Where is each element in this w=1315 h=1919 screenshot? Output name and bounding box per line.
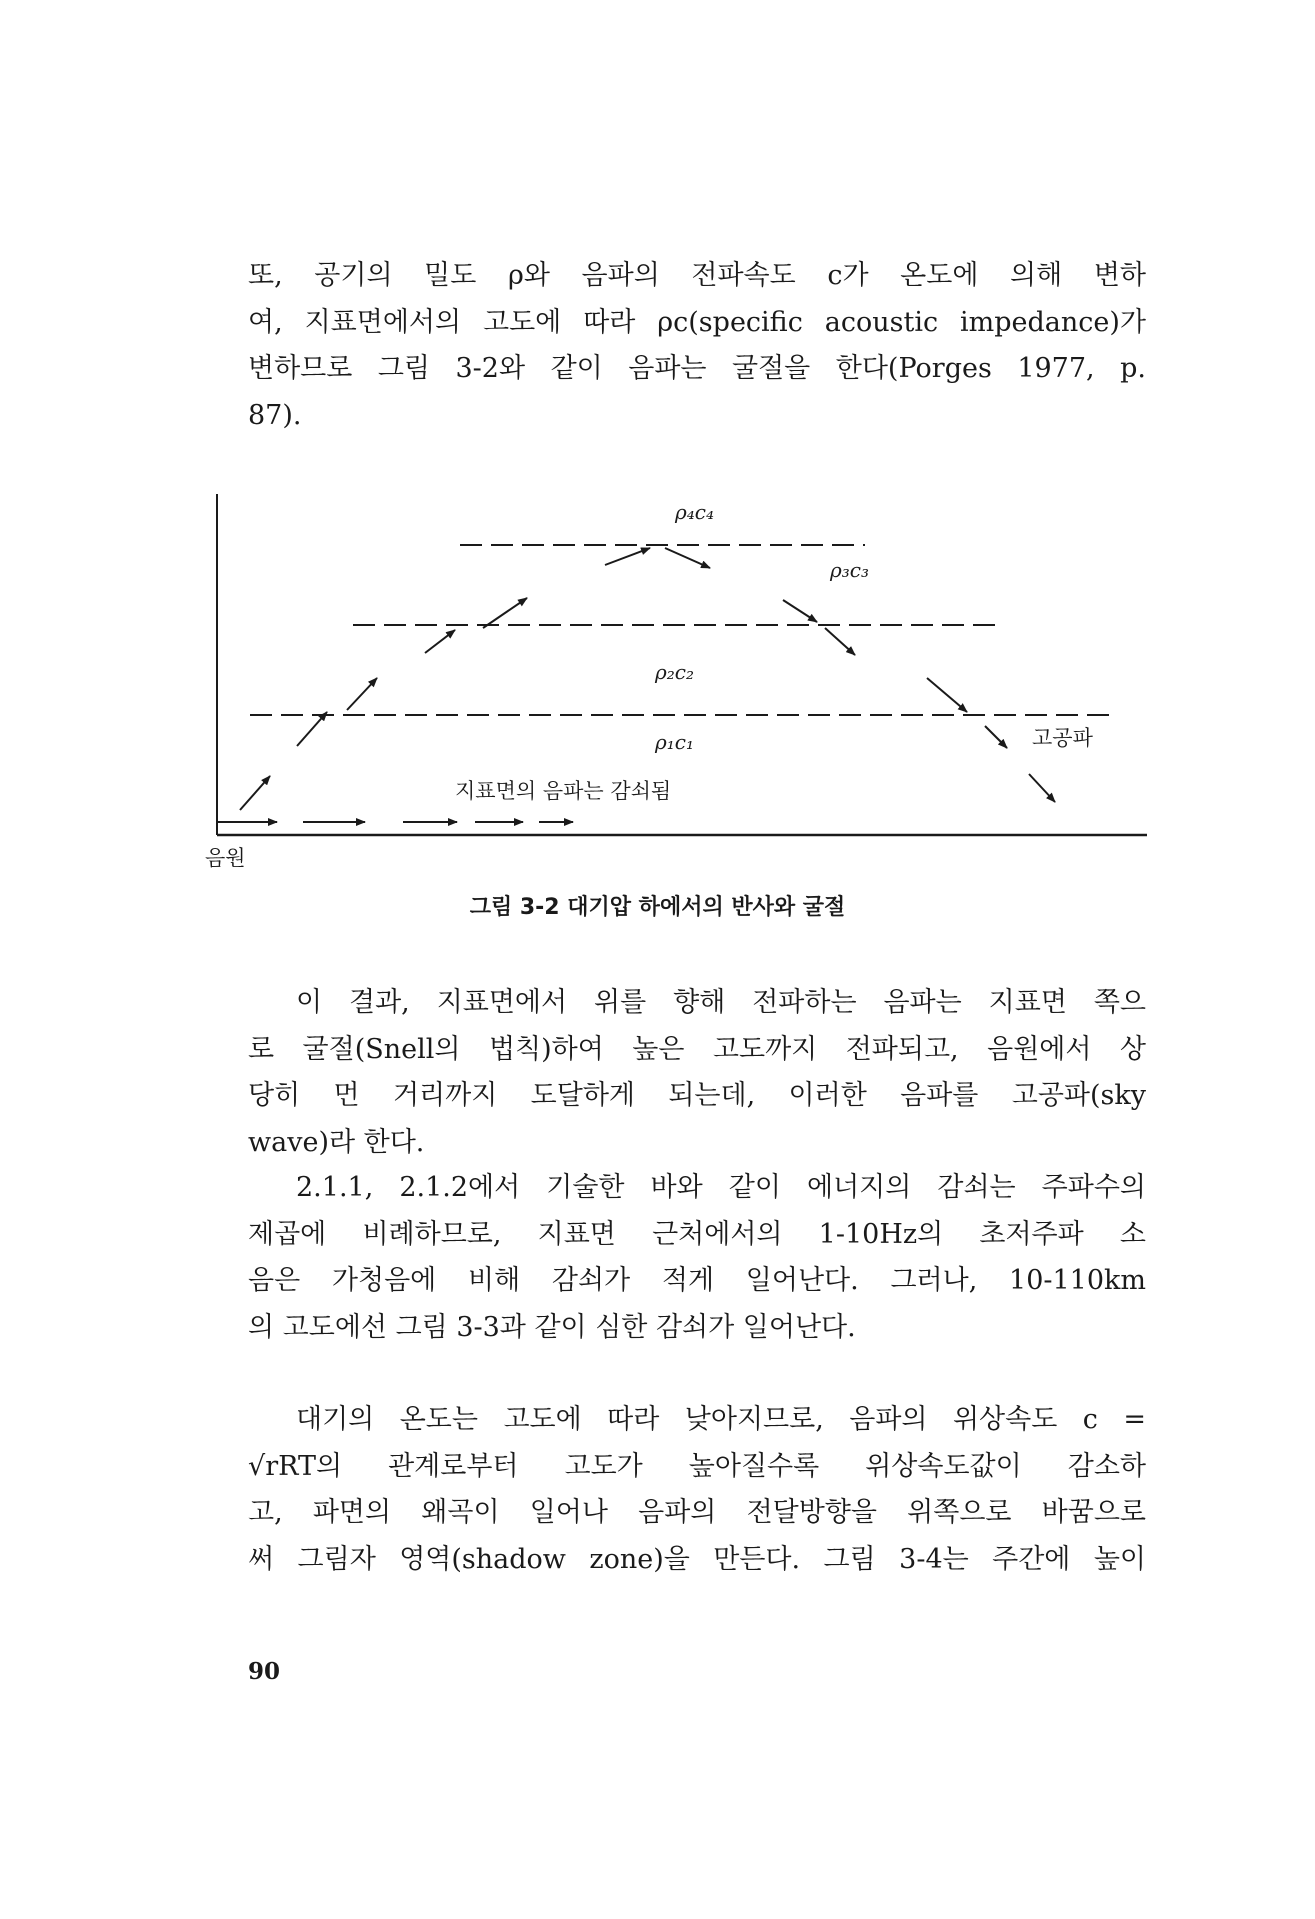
text-line: 2.1.1, 2.1.2에서 기술한 바와 같이 에너지의 감쇠는 주파수의 bbox=[296, 1172, 1146, 1203]
text-line: 제곱에 비례하므로, 지표면 근처에서의 1-10Hz의 초저주파 소 bbox=[248, 1218, 1146, 1250]
layer-label-2: ρ₂c₂ bbox=[655, 660, 694, 684]
page-number: 90 bbox=[248, 1658, 281, 1685]
text-line: 당히 먼 거리까지 도달하게 되는데, 이러한 음파를 고공파(sky bbox=[248, 1080, 1146, 1111]
text-line: 음은 가청음에 비해 감쇠가 적게 일어난다. 그러나, 10-110km bbox=[248, 1265, 1146, 1296]
ray-arrow bbox=[783, 600, 817, 622]
ray-arrow bbox=[825, 628, 855, 655]
layer-label-1: ρ₁c₁ bbox=[655, 730, 694, 754]
ray-arrow bbox=[665, 548, 710, 568]
ray-arrow bbox=[985, 726, 1007, 748]
text-line: 로 굴절(Snell의 법칙)하여 높은 고도까지 전파되고, 음원에서 상 bbox=[248, 1033, 1146, 1065]
paragraph-intro bbox=[248, 253, 1146, 439]
sky-wave-label: 고공파 bbox=[1032, 726, 1093, 750]
ray-arrow bbox=[483, 598, 527, 628]
figure-caption: 그림 3-2 대기압 하에서의 반사와 굴절 bbox=[469, 895, 846, 920]
ray-arrow bbox=[605, 548, 650, 565]
text-line: 이 결과, 지표면에서 위를 향해 전파하는 음파는 지표면 쪽으 bbox=[296, 987, 1146, 1018]
text-line: 고, 파면의 왜곡이 일어나 음파의 전달방향을 위쪽으로 바꿈으로 bbox=[248, 1497, 1146, 1528]
ray-arrow bbox=[1029, 774, 1055, 802]
paragraph-shadow-zone bbox=[248, 1397, 1146, 1583]
ray-arrow bbox=[240, 776, 270, 810]
text-line: 87). bbox=[248, 399, 302, 431]
layer-label-4: ρ₄c₄ bbox=[675, 500, 714, 524]
text-line: 변하므로 그림 3-2와 같이 음파는 굴절을 한다(Porges 1977, p. bbox=[248, 353, 1146, 384]
ray-arrow bbox=[425, 630, 455, 653]
text-line: 여, 지표면에서의 고도에 따라 ρc(specific acoustic impedance)가 bbox=[248, 306, 1146, 338]
text-line: 의 고도에선 그림 3-3과 같이 심한 감쇠가 일어난다. bbox=[248, 1311, 856, 1343]
text-line: wave)라 한다. bbox=[248, 1126, 425, 1158]
sound-source-label: 음원 bbox=[205, 846, 246, 870]
text-line: √rRT의 관계로부터 고도가 높아질수록 위상속도값이 감소하 bbox=[248, 1450, 1146, 1482]
text-line: 또, 공기의 밀도 ρ와 음파의 전파속도 c가 온도에 의해 변하 bbox=[248, 260, 1146, 291]
ray-arrow bbox=[927, 678, 967, 712]
ray-arrow bbox=[347, 678, 377, 710]
figure-refraction-diagram bbox=[205, 490, 1150, 870]
ground-wave-note: 지표면의 음파는 감쇠됨 bbox=[455, 779, 672, 803]
ray-arrow bbox=[297, 712, 327, 746]
paragraph-attenuation bbox=[248, 1165, 1146, 1351]
paragraph-sky-wave bbox=[248, 980, 1146, 1166]
text-line: 대기의 온도는 고도에 따라 낮아지므로, 음파의 위상속도 c = bbox=[296, 1404, 1146, 1435]
layer-label-3: ρ₃c₃ bbox=[830, 558, 869, 582]
text-line: 써 그림자 영역(shadow zone)을 만든다. 그림 3-4는 주간에 높이 bbox=[248, 1543, 1146, 1575]
